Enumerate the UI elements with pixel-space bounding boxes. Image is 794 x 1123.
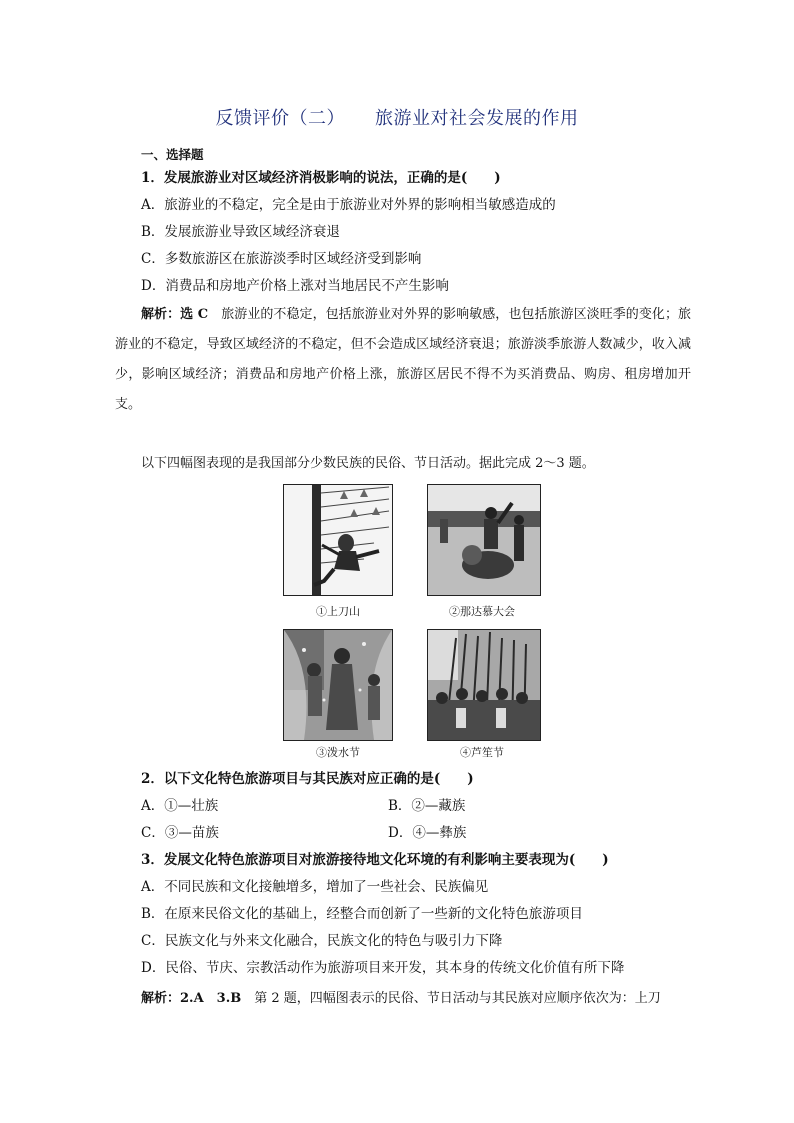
figure-1-caption: ①上刀山 [316, 605, 360, 618]
explanation-2 [141, 987, 661, 1006]
water-festival-illustration [284, 630, 392, 740]
question-1-option-b: B．发展旅游业导致区域经济衰退 [141, 224, 340, 240]
question-3-stem: 3．发展文化特色旅游项目对旅游接待地文化环境的有利影响主要表现为( ) [141, 852, 609, 868]
explanation-2-lead: 解析：2.A 3.B [141, 991, 255, 1006]
question-3-option-a: A．不同民族和文化接触增多，增加了一些社会、民族偏见 [141, 879, 489, 895]
question-2-option-a: A．①—壮族 [141, 798, 219, 814]
question-3-option-d: D．民俗、节庆、宗教活动作为旅游项目来开发，其本身的传统文化价值有所下降 [141, 960, 625, 976]
question-3-option-b: B．在原来民俗文化的基础上，经整合而创新了一些新的文化特色旅游项目 [141, 906, 583, 922]
explanation-1-text: 旅游业的不稳定，包括旅游业对外界的影响敏感，也包括旅游区淡旺季的变化；旅游业的不稳定，导致区域经济的不稳定，但不会造成区域经济衰退；旅游淡季旅游人数减少，收入减少，影响区域经济；消费品和房地产价格上涨，旅游区居民不得不为买消费品、购房、租房增加开支。 [115, 307, 691, 412]
question-2-stem: 2．以下文化特色旅游项目与其民族对应正确的是( ) [141, 771, 474, 787]
question-1-option-d: D．消费品和房地产价格上涨对当地居民不产生影响 [141, 278, 449, 294]
figure-1-photo [283, 484, 393, 596]
question-1-stem: 1．发展旅游业对区域经济消极影响的说法，正确的是( ) [141, 170, 501, 186]
explanation-1-lead: 解析：选 C [141, 307, 222, 322]
question-3-option-c: C．民族文化与外来文化融合，民族文化的特色与吸引力下降 [141, 933, 503, 949]
explanation-2-text: 第 2 题，四幅图表示的民俗、节日活动与其民族对应顺序依次为：上刀 [254, 991, 661, 1006]
question-1-option-a: A．旅游业的不稳定，完全是由于旅游业对外界的影响相当敏感造成的 [141, 197, 556, 213]
page-title [0, 104, 794, 130]
figure-4-photo [427, 629, 541, 741]
question-2-option-b: B．②—藏族 [388, 798, 466, 814]
figure-intro: 以下四幅图表现的是我国部分少数民族的民俗、节日活动。据此完成 2～3 题。 [141, 456, 595, 471]
lusheng-festival-illustration [428, 630, 540, 740]
figure-2-caption: ②那达慕大会 [449, 605, 515, 618]
question-1-option-c: C．多数旅游区在旅游淡季时区域经济受到影响 [141, 251, 422, 267]
figure-4-caption: ④芦笙节 [460, 746, 504, 759]
pole-climbing-illustration [284, 485, 392, 595]
question-2-option-c: C．③—苗族 [141, 825, 219, 841]
figure-3-photo [283, 629, 393, 741]
explanation-1 [115, 300, 691, 420]
title-part-2: 旅游业对社会发展的作用 [375, 108, 579, 129]
figure-2-photo [427, 484, 541, 596]
figure-3-caption: ③泼水节 [316, 746, 360, 759]
section-heading: 一、选择题 [141, 147, 204, 162]
wrestling-illustration [428, 485, 540, 595]
title-part-1: 反馈评价（二） [215, 108, 345, 129]
question-2-option-d: D．④—彝族 [388, 825, 467, 841]
